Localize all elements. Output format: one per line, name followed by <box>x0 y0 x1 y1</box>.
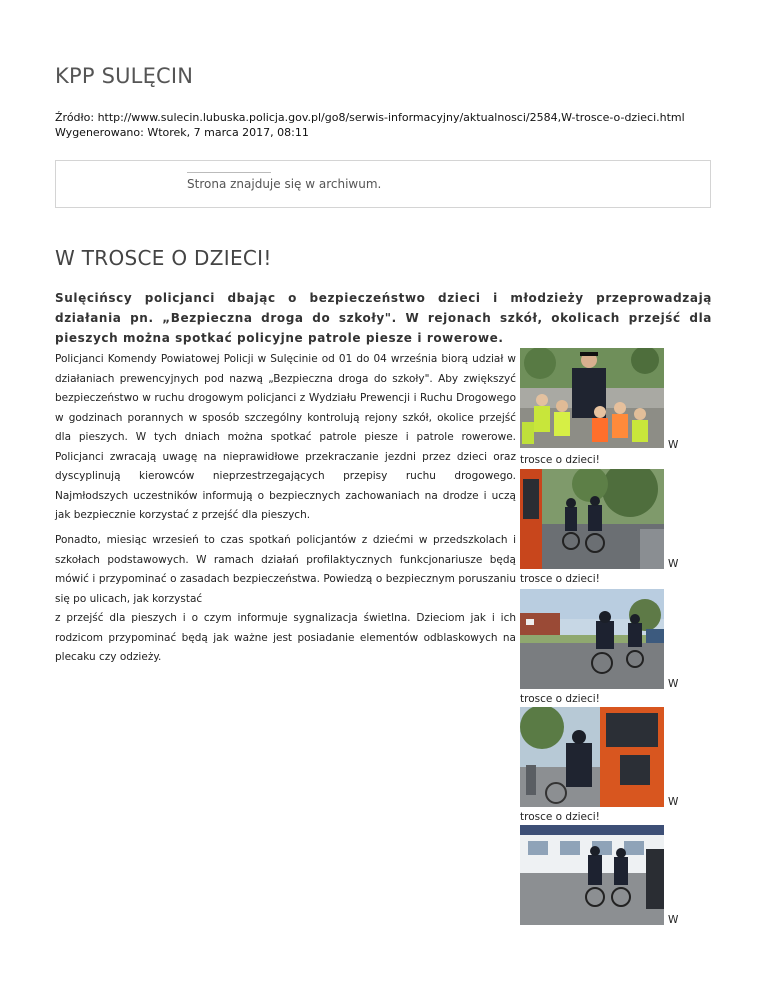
gallery-photo[interactable] <box>520 589 664 689</box>
caption-w: W <box>668 796 679 808</box>
caption-w: W <box>668 678 679 690</box>
article-paragraph-2-part-b: z przejść dla pieszych i o czym informuje sygnalizacja świetlna. Dzieciom jak i ich rodzicom przypominać będą jak ważne jest posiadanie elementów odblaskowych na plecaku czy odzieży. <box>55 612 516 663</box>
article-lead: Sulęcińscy policjanci dbając o bezpieczeństwo dzieci i młodzieży przeprowadzają działania pn. „Bezpieczna droga do szkoły". W rejonach szkół, okolicach przejść dla pieszych można spotkać policyjne patrole piesze i rowerowe. <box>55 291 712 345</box>
photo-officer-bus-stop <box>520 707 664 807</box>
photo-bike-patrol-bus <box>520 469 664 569</box>
photo-caption: trosce o dzieci! <box>520 573 600 585</box>
archive-notice: Strona znajduje się w archiwum. <box>187 177 382 191</box>
caption-w: W <box>668 558 679 570</box>
photo-officer-with-children <box>520 348 664 448</box>
archive-divider <box>187 172 271 173</box>
caption-w: W <box>668 439 679 451</box>
document-meta <box>55 110 685 140</box>
photo-bike-patrol-building <box>520 825 664 925</box>
article-paragraph-2 <box>55 531 516 668</box>
gallery-photo[interactable] <box>520 348 664 448</box>
gallery-photo[interactable] <box>520 825 664 925</box>
photo-caption: trosce o dzieci! <box>520 454 600 466</box>
archive-notice-box <box>55 160 711 208</box>
caption-w: W <box>668 914 679 926</box>
generated-line: Wygenerowano: Wtorek, 7 marca 2017, 08:11 <box>55 126 309 139</box>
source-line: Źródło: http://www.sulecin.lubuska.policja.gov.pl/go8/serwis-informacyjny/aktualnosci/2584,W-trosce-o-dzieci.html <box>55 111 685 124</box>
photo-bike-patrol-road <box>520 589 664 689</box>
article-paragraph-1: Policjanci Komendy Powiatowej Policji w Sulęcinie od 01 do 04 września biorą udział w działaniach prewencyjnych pod nazwą „Bezpieczna droga do szkoły". Aby zwiększyć bezpieczeństwo w ruchu drogowym policjanci z Wydziału Prewencji i Ruchu Drogowego w godzinach porannych w sposób szczególny kontrolują rejony szkół, okolice przejść dla pieszych. W tych dniach można spotkać patrole piesze i patrole rowerowe. Policjanci zwracają uwagę na nieprawidłowe przekraczanie jezdni przez dzieci oraz dyscyplinują kierowców nieprzestrzegających przepisy ruchu drogowego. Najmłodszych uczestników informują o bezpiecznych zachowaniach na drodze i uczą jak bezpiecznie korzystać z przejść dla pieszych. <box>55 353 516 521</box>
site-title: KPP SULĘCIN <box>55 64 194 88</box>
gallery-photo[interactable] <box>520 707 664 807</box>
photo-caption: trosce o dzieci! <box>520 693 600 705</box>
photo-caption: trosce o dzieci! <box>520 811 600 823</box>
article-title: W TROSCE O DZIECI! <box>55 246 272 270</box>
gallery-photo[interactable] <box>520 469 664 569</box>
article-paragraph-2-part-a: Ponadto, miesiąc wrzesień to czas spotkań policjantów z dziećmi w przedszkolach i szkołach podstawowych. W ramach działań profilaktycznych funkcjonariusze będą mówić i przypominać o zasadach bezpieczeństwa. Powiedzą o bezpiecznym poruszaniu się po ulicach, jak korzystać <box>55 534 516 605</box>
